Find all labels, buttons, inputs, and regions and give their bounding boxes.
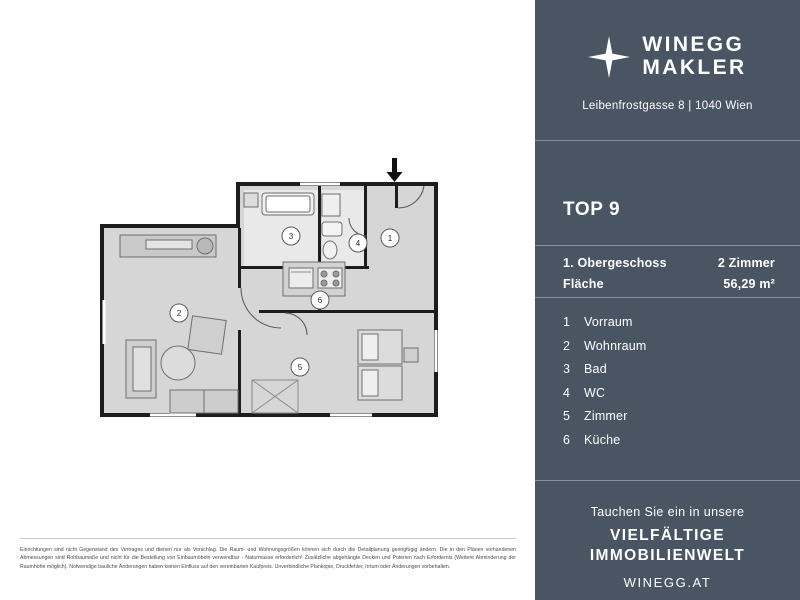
legend-label: Zimmer xyxy=(584,409,628,423)
list-item xyxy=(563,409,778,423)
list-item xyxy=(563,433,778,447)
unit-area-row xyxy=(563,277,775,291)
disclaimer-divider xyxy=(20,538,516,539)
room-number-4: 4 xyxy=(355,239,361,248)
list-item xyxy=(563,339,778,353)
room-number-3: 3 xyxy=(288,232,294,241)
brand-line-1: WINEGG xyxy=(642,33,745,56)
divider-under-title xyxy=(535,245,800,246)
legend-number: 2 xyxy=(563,338,571,353)
unit-floor-label: 1. Obergeschoss xyxy=(563,256,667,270)
four-point-star-icon xyxy=(588,36,630,78)
entrance-arrow-down-icon xyxy=(387,158,403,182)
cta-line-3: IMMOBILIENWELT xyxy=(589,546,746,564)
plan-furniture-wc xyxy=(323,241,337,259)
disclaimer-text: Einrichtungen sind nicht Gegenstand des Vertrages und dienen nur als Vorschlag. Die Raum- und Wohnungsgrößen können sich durch die Detailplanung geringfügig ändern. Die in den Plänen vorhandenen Abmessungen sind Rohbaumaße und nicht für die Bestellung von Einbaumöbeln verwendbar - Naturmasse erforderlich! Zusätzliche abgehängte Decken und Poterien nach Erfordernis (Weitere Abminderung der Raumhöhe möglich). Notwendige bauliche Änderungen haben keinen Einfluss auf den vereinbarten Kaufpreis. Unverbindliche Plankopie, Druckfehler, Irrtum oder Änderungen vorbehalten. xyxy=(20,547,516,570)
room-legend xyxy=(563,315,778,456)
unit-area-label: Fläche xyxy=(563,277,604,291)
room-number-1: 1 xyxy=(387,234,393,243)
divider-above-cta xyxy=(535,480,800,481)
brand-line-2: MAKLER xyxy=(642,55,747,79)
legend-label: Bad xyxy=(584,362,607,376)
cta-block xyxy=(535,505,800,590)
list-item xyxy=(563,315,778,329)
divider-top xyxy=(535,140,800,141)
unit-title: TOP 9 xyxy=(563,199,621,220)
list-item xyxy=(563,386,778,400)
legend-label: Vorraum xyxy=(584,315,633,329)
cta-line-2: VIELFÄLTIGE xyxy=(610,527,725,544)
list-item xyxy=(563,362,778,376)
unit-floor-row xyxy=(563,256,775,270)
brand-lockup xyxy=(535,34,800,79)
legend-number: 5 xyxy=(563,409,571,423)
unit-area-value: 56,29 m² xyxy=(723,277,775,291)
plan-furniture-kitchen xyxy=(283,262,345,296)
room-number-6: 6 xyxy=(317,296,323,305)
unit-rooms-value: 2 Zimmer xyxy=(717,256,775,270)
room-number-5: 5 xyxy=(297,363,303,372)
cta-website[interactable]: WINEGG.AT xyxy=(623,574,712,590)
info-panel xyxy=(535,0,800,600)
legend-number: 3 xyxy=(563,362,571,376)
legend-label: WC xyxy=(584,385,606,400)
legend-number: 6 xyxy=(563,432,571,447)
legend-number: 4 xyxy=(563,385,571,400)
project-address: Leibenfrostgasse 8 | 1040 Wien xyxy=(582,100,753,112)
cta-line-1: Tauchen Sie ein in unsere xyxy=(590,505,745,519)
legend-label: Wohnraum xyxy=(584,338,647,353)
room-number-2: 2 xyxy=(176,309,182,318)
legend-number: 1 xyxy=(563,315,571,329)
brand-wordmark xyxy=(642,34,746,79)
divider-under-facts xyxy=(535,297,800,298)
legend-label: Küche xyxy=(584,432,621,447)
